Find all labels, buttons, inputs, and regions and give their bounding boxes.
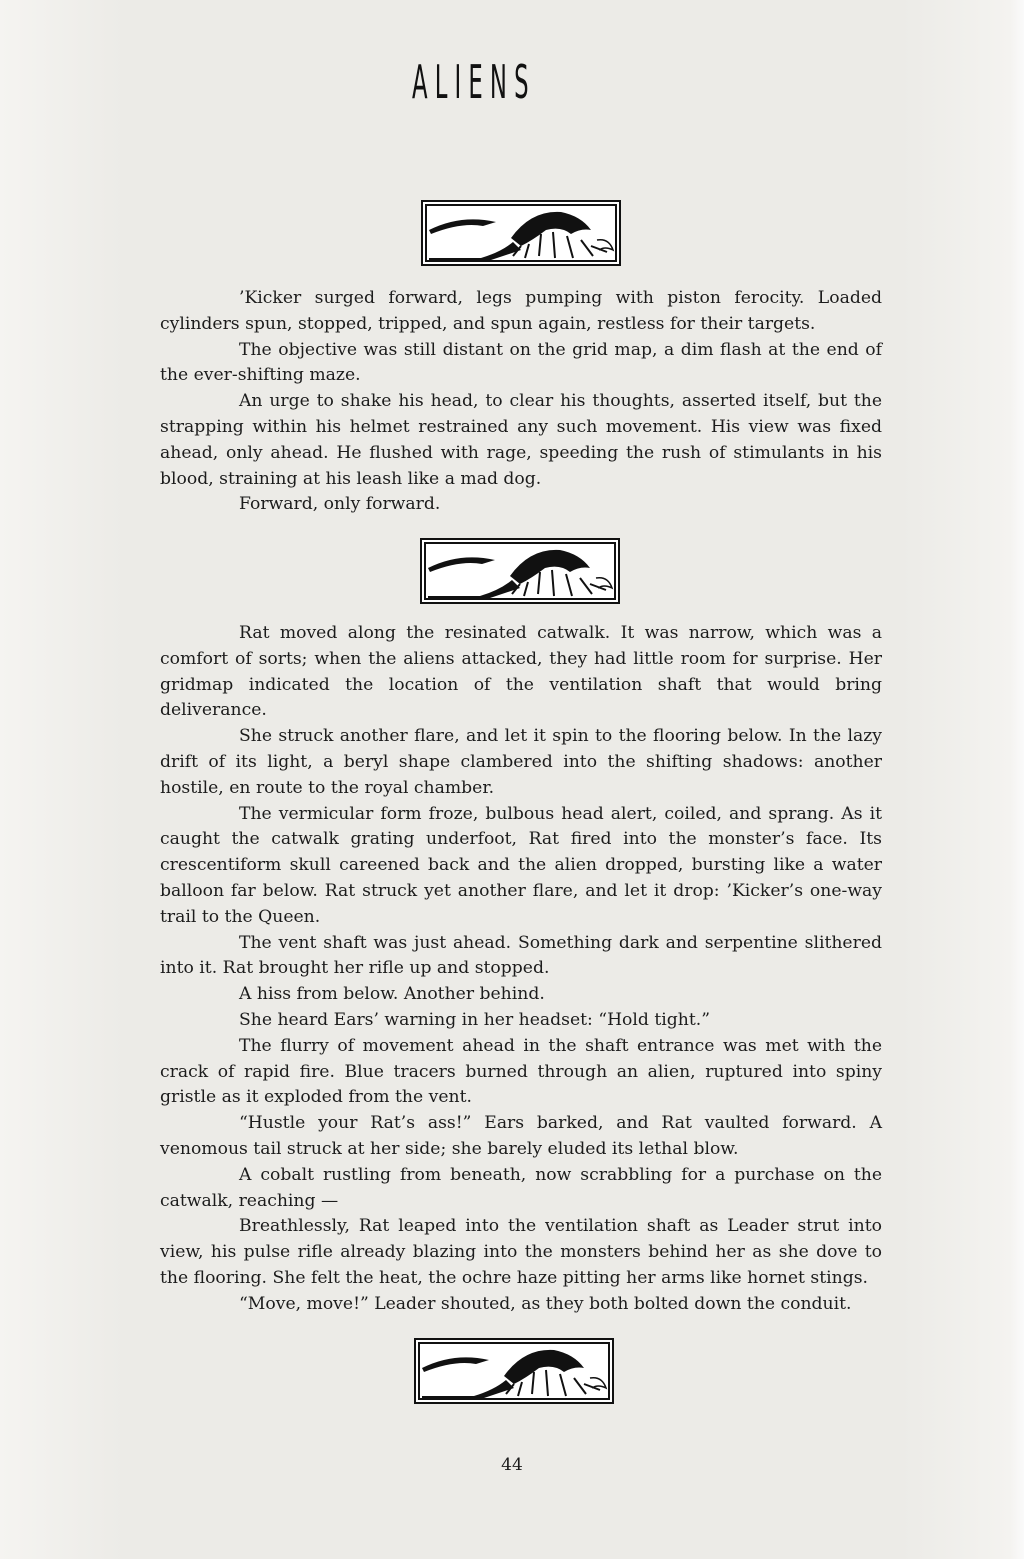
paragraph: An urge to shake his head, to clear his thoughts, asserted itself, but the strapping within his helmet restrained any such movement. His view was fixed ahead, only ahead. He flushed with rage, speeding the rush of stimulants in his blood, straining at his leash like a mad dog.	[160, 391, 882, 489]
paragraph: Forward, only forward.	[239, 494, 441, 515]
aliens-logo	[412, 52, 632, 112]
paragraph: She struck another flare, and let it spin to the flooring below. In the lazy drift of its light, a beryl shape clambered into the shifting shadows: another hostile, en route to the royal chamber.	[160, 726, 882, 798]
alien-creature-icon	[420, 538, 620, 604]
alien-creature-icon	[414, 1338, 614, 1404]
alien-creature-icon	[421, 200, 621, 266]
section-one	[160, 286, 882, 518]
paragraph: Rat moved along the resinated catwalk. It was narrow, which was a comfort of sorts; when the aliens attacked, they had little room for surprise. Her gridmap indicated the location of the ventilation shaft that would bring deliverance.	[160, 623, 882, 721]
alien-ornament-bottom	[414, 1338, 614, 1404]
alien-ornament-top	[421, 200, 621, 266]
paragraph: She heard Ears’ warning in her headset: “Hold tight.”	[239, 1009, 710, 1030]
paragraph: “Move, move!” Leader shouted, as they both bolted down the conduit.	[239, 1293, 852, 1314]
paragraph: The flurry of movement ahead in the shaft entrance was met with the crack of rapid fire. Blue tracers burned through an alien, ruptured into spiny gristle as it exploded from the vent.	[160, 1035, 882, 1108]
logo-text: ALIENS	[412, 55, 536, 109]
paragraph: “Hustle your Rat’s ass!” Ears barked, and Rat vaulted forward. A venomous tail struck at her side; she barely eluded its lethal blow.	[160, 1113, 882, 1159]
section-two	[160, 621, 882, 1318]
page-edge	[1010, 0, 1024, 1559]
alien-ornament-middle	[420, 538, 620, 604]
page-number: 44	[501, 1455, 523, 1475]
paragraph: The vermicular form froze, bulbous head alert, coiled, and sprang. As it caught the catwalk grating underfoot, Rat fired into the monster’s face. Its crescentiform skull careened back and the alien dropped, bursting like a water balloon far below. Rat struck yet another flare, and let it drop: ’Kicker’s one-way trail to the Queen.	[160, 803, 882, 927]
paragraph: ’Kicker surged forward, legs pumping with piston ferocity. Loaded cylinders spun, stopped, tripped, and spun again, restless for their targets.	[160, 288, 882, 334]
paragraph: A hiss from below. Another behind.	[239, 984, 545, 1005]
paragraph: A cobalt rustling from beneath, now scrabbling for a purchase on the catwalk, reaching —	[160, 1164, 882, 1211]
paragraph: The objective was still distant on the grid map, a dim flash at the end of the ever-shifting maze.	[160, 339, 882, 386]
paragraph: Breathlessly, Rat leaped into the ventilation shaft as Leader strut into view, his pulse rifle already blazing into the monsters behind her as she dove to the flooring. She felt the heat, the ochre haze pitting her arms like hornet stings.	[160, 1216, 882, 1288]
paragraph: The vent shaft was just ahead. Something dark and serpentine slithered into it. Rat brought her rifle up and stopped.	[160, 932, 882, 979]
